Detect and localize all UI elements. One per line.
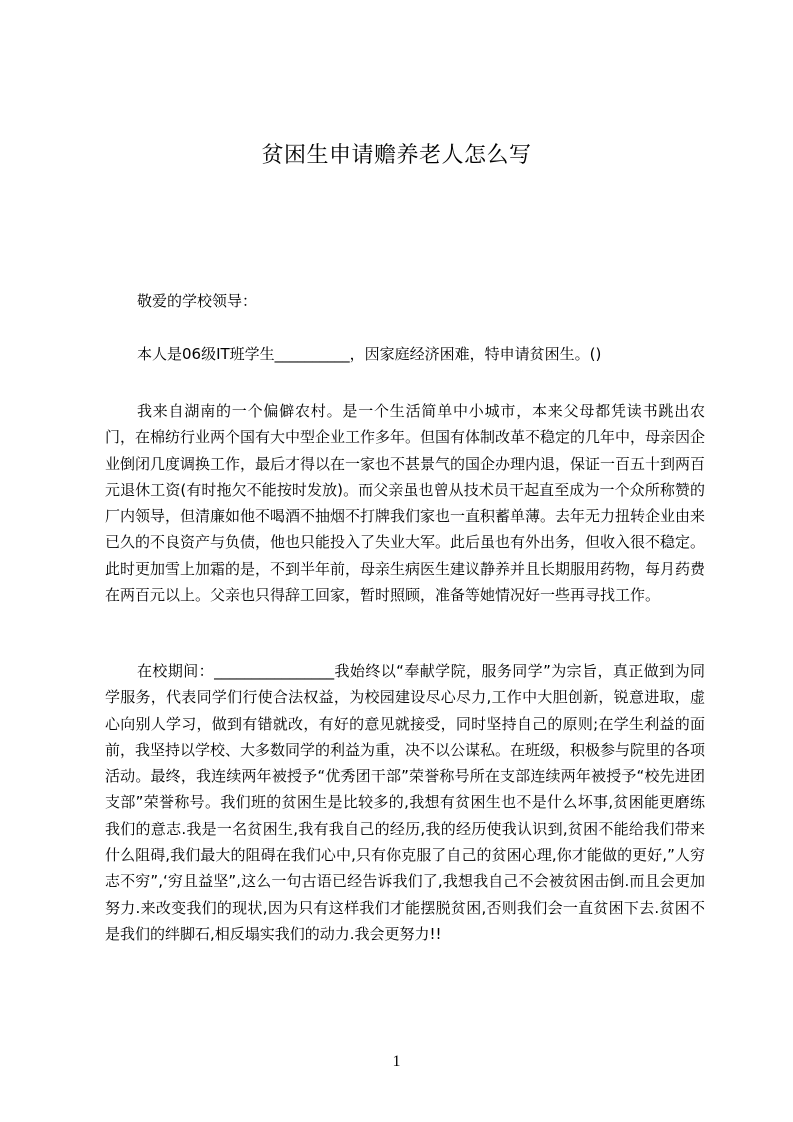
- document-title: 贫困生申请赡养老人怎么写: [261, 143, 532, 168]
- greeting-paragraph: 敬爱的学校领导：: [137, 292, 258, 310]
- school-performance-paragraph: 在校期间：________________我始终以“奉献学院，服务同学”为宗旨，真正做到为同学服务，代表同学们行使合法权益，为校园建设尽心尽力,工作中大胆创新，锐意进取，虚心向别人学习，做到有错就改，有好的意见就接受，同时坚持自己的原则;在学生利益的面前，我坚持以学校、大多数同学的利益为重，决不以公谋私。在班级，积极参与院里的各项活动。最终，我连续两年被授予“优秀团干部”荣誉称号所在支部连续两年被授予“校先进团支部”荣誉称号。我们班的贫困生是比较多的,我想有贫困生也不是什么坏事,贫困能更磨练我们的意志.我是一名贫困生,我有我自己的经历,我的经历使我认识到,贫困不能给我们带来什么阻碍,我们最大的阻碍在我们心中,只有你克服了自己的贫困心理,你才能做的更好,”人穷志不穷”,‘穷且益坚”,这么一句古语已经告诉我们了,我想我自己不会被贫困击倒.而且会更加努力.来改变我们的现状,因为只有这样我们才能摆脱贫困,否则我们会一直贫困下去.贫困不是我们的绊脚石,相反塌实我们的动力.我会更努力!!: [105, 662, 706, 943]
- page-number: 1: [392, 1053, 401, 1070]
- family-background-paragraph: 我来自湖南的一个偏僻农村。是一个生活简单中小城市，本来父母都凭读书跳出农门，在棉纺行业两个国有大中型企业工作多年。但国有体制改革不稳定的几年中，母亲因企业倒闭几度调换工作，最后才得以在一家也不甚景气的国企办理内退，保证一百五十到两百元退休工资(有时拖欠不能按时发放)。而父亲虽也曾从技术员干起直至成为一个众所称赞的厂内领导，但清廉如他不喝酒不抽烟不打牌我们家也一直积蓄单薄。去年无力扭转企业由来已久的不良资产与负债，他也只能投入了失业大军。此后虽也有外出务，但收入很不稳定。此时更加雪上加霜的是，不到半年前，母亲生病医生建议静养并且长期服用药物，每月药费在两百元以上。父亲也只得辞工回家，暂时照顾，准备等她情况好一些再寻找工作。: [105, 402, 706, 605]
- intro-paragraph: 本人是06级IT班学生__________，因家庭经济困难，特申请贫困生。(): [137, 345, 602, 363]
